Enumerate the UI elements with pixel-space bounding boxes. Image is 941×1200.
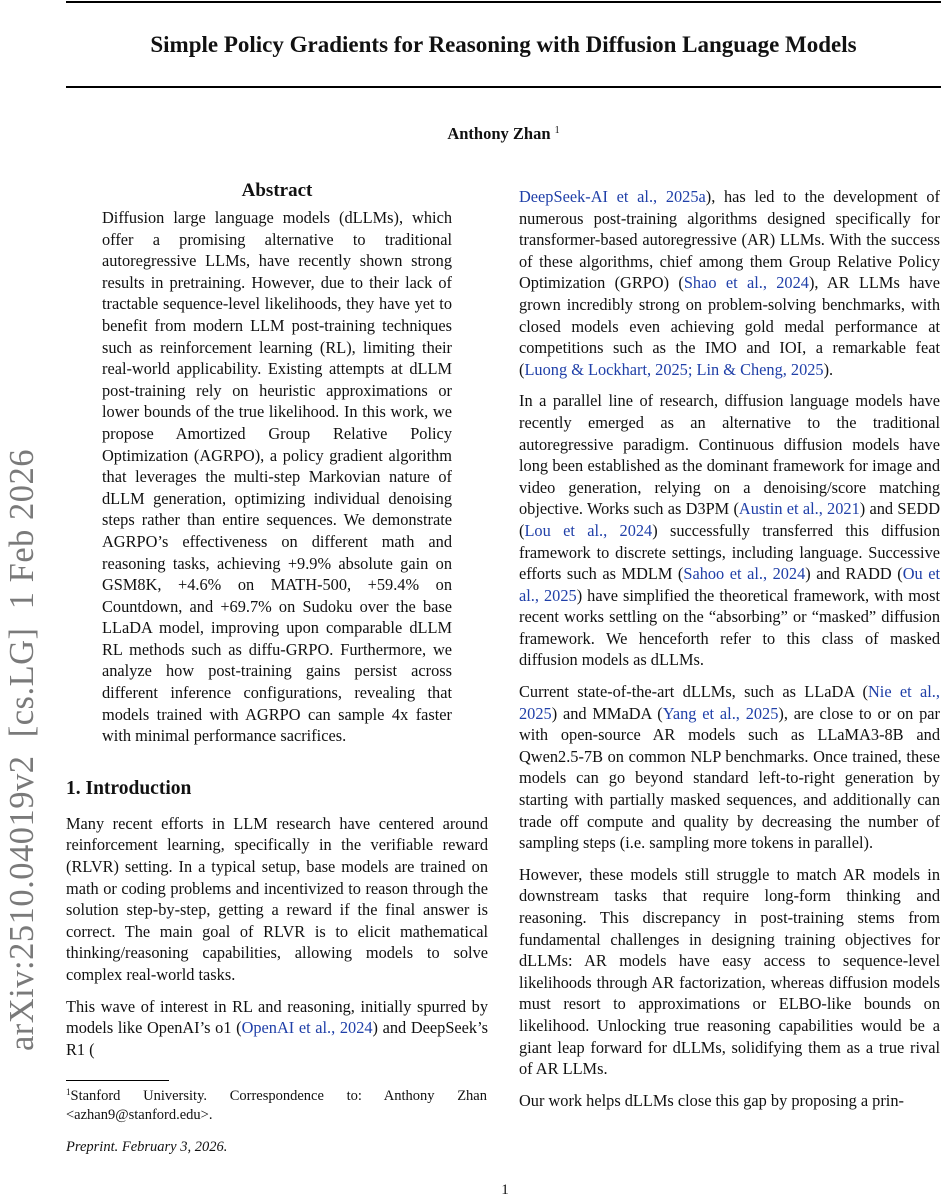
title-rule xyxy=(66,86,941,88)
intro-p2-text-4: ), AR LLMs have grown incredibly strong on problem-solving benchmarks, with closed models even achieving gold medal performance at competitions such as the IMO and IOI, a remarkable feat ( xyxy=(519,273,940,379)
citation-austin[interactable]: Austin et al., 2021 xyxy=(738,499,860,519)
footnote-text: Stanford University. Correspondence to: Anthony Zhan <azhan9@stanford.edu>. xyxy=(66,1088,487,1123)
citation-deepseek[interactable]: DeepSeek-AI et al., 2025a xyxy=(519,187,706,206)
footnote-rule xyxy=(66,1080,169,1081)
paper-title: Simple Policy Gradients for Reasoning with Diffusion Language Models xyxy=(150,32,857,57)
footnote-mark: 1 xyxy=(66,1087,71,1097)
intro-p3-text-1: In a parallel line of research, diffusion language models have recently emerged as an alternative to the traditional autoregressive paradigm. Continuous diffusion models have long been established as the dominant framework for image and video generation, relying on a denoising/score matching objective. Works such as D3PM ( xyxy=(519,391,940,519)
intro-paragraph-2-start xyxy=(66,996,488,1061)
intro-p2-text-5: ). xyxy=(823,359,834,379)
intro-p3-text-4: ) and RADD ( xyxy=(805,564,903,584)
citation-nie[interactable]: Nie et al., 2025 xyxy=(519,682,940,723)
citation-shao[interactable]: Shao et al., 2024 xyxy=(683,273,809,293)
intro-p2-text-1: This wave of interest in RL and reasoning, initially spurred by models like OpenAI’s o1 ( xyxy=(66,996,488,1038)
intro-paragraph-2-cont xyxy=(519,186,940,380)
intro-paragraph-3 xyxy=(519,390,940,671)
citation-openai[interactable]: OpenAI et al., 2024 xyxy=(241,1018,373,1038)
left-column xyxy=(66,180,488,1060)
author-affiliation-mark: 1 xyxy=(554,125,560,136)
intro-paragraph-1: Many recent efforts in LLM research have centered around reinforcement learning, specifically in the verifiable reward (RLVR) setting. In a typical setup, base models are trained on math or coding problems and incentivized to reason through the solution step-by-step, getting a reward if the final answer is correct. The main goal of RLVR is to elicit mathematical thinking/reasoning capabilities, allowing models to solve complex real-world tasks. xyxy=(66,813,488,984)
intro-paragraph-6: Our work helps dLLMs close this gap by proposing a prin- xyxy=(519,1090,904,1110)
citation-ou[interactable]: Ou et al., 2025 xyxy=(519,564,940,605)
intro-p4-text-3: ), are close to or on par with open-source AR models such as LLaMA3-8B and Qwen2.5-7B on common NLP benchmarks. Once trained, these models can go beyond standard left-to-right generation by starting with partially masked sequences, and additionally can trade off compute and quality by decreasing the number of sampling steps (i.e. sampling more tokens in parallel). xyxy=(519,703,940,853)
intro-paragraph-4 xyxy=(519,681,940,854)
citation-yang[interactable]: Yang et al., 2025 xyxy=(662,703,779,723)
intro-p3-text-5: ) have simplified the theoretical framework, with most recent works settling on the “absorbing” or “masked” diffusion framework. We henceforth refer to this class of masked diffusion models as dLLMs. xyxy=(519,585,940,670)
author-line xyxy=(66,124,941,144)
intro-p2-text-2: ) and DeepSeek’s R1 ( xyxy=(66,1018,488,1059)
citation-luong-lin[interactable]: Luong & Lockhart, 2025; Lin & Cheng, 2025 xyxy=(524,359,824,379)
intro-p3-text-2: ) and SEDD ( xyxy=(519,499,941,540)
abstract-text: Diffusion large language models (dLLMs), which offer a promising alternative to traditional autoregressive LLMs, have recently shown strong results in pretraining. However, due to their lack of tractable sequence-level likelihoods, they have yet to benefit from modern LLM post-training techniques such as reinforcement learning (RL), limiting their real-world applicability. Existing attempts at dLLM post-training rely on heuristic approximations or lower bounds of the true likelihood. In this work, we propose Amortized Group Relative Policy Optimization (AGRPO), a policy gradient algorithm that leverages the multi-step Markovian nature of dLLM generation, optimizing individual denoising steps rather than entire sequences. We demonstrate AGRPO’s effectiveness on different math and reasoning tasks, achieving +9.9% absolute gain on GSM8K, +4.6% on MATH-500, +59.4% on Countdown, and +69.7% on Sudoku over the base LLaDA model, improving upon comparable dLLM RL methods such as diffu-GRPO. Furthermore, we analyze how post-training gains persist across different inference configurations, revealing that models trained with AGRPO can sample 4x faster with minimal performance sacrifices. xyxy=(102,208,452,746)
citation-sahoo[interactable]: Sahoo et al., 2024 xyxy=(683,564,806,584)
page-number: 1 xyxy=(501,1182,509,1198)
top-rule xyxy=(66,1,941,3)
abstract-heading: Abstract xyxy=(241,180,313,201)
citation-lou[interactable]: Lou et al., 2024 xyxy=(524,520,653,540)
preprint-date: Preprint. February 3, 2026. xyxy=(66,1139,228,1155)
intro-p4-text-2: ) and MMaDA ( xyxy=(551,703,663,723)
intro-paragraph-5: However, these models still struggle to match AR models in downstream tasks that require long-form thinking and reasoning. This discrepancy in post-training stems from fundamental challenges in designing training objectives for dLLMs: AR models have easy access to sequence-level likelihoods through AR factorization, whereas diffusion models must resort to approximations or ELBO-like bounds on likelihood. Unlocking true reasoning capabilities would be a giant leap forward for dLLMs, solidifying them as a true rival of AR LLMs. xyxy=(519,864,940,1079)
affiliation-footnote xyxy=(66,1083,487,1125)
author-name: Anthony Zhan xyxy=(447,124,551,143)
intro-p4-text-1: Current state-of-the-art dLLMs, such as LLaDA ( xyxy=(519,682,868,702)
arxiv-identifier: arXiv:2510.04019v2 [cs.LG] 1 Feb 2026 xyxy=(3,448,41,1052)
introduction-heading: 1. Introduction xyxy=(66,777,192,799)
intro-p2-text-3: ), has led to the development of numerous post-training algorithms designed specifically for transformer-based autoregressive (AR) LLMs. With the success of these algorithms, chief among them Group Relative Policy Optimization (GRPO) ( xyxy=(519,187,940,293)
right-column xyxy=(519,186,940,1111)
intro-p3-text-3: ) successfully transferred this diffusion framework to discrete settings, including language. Successive efforts such as MDLM ( xyxy=(519,520,940,584)
